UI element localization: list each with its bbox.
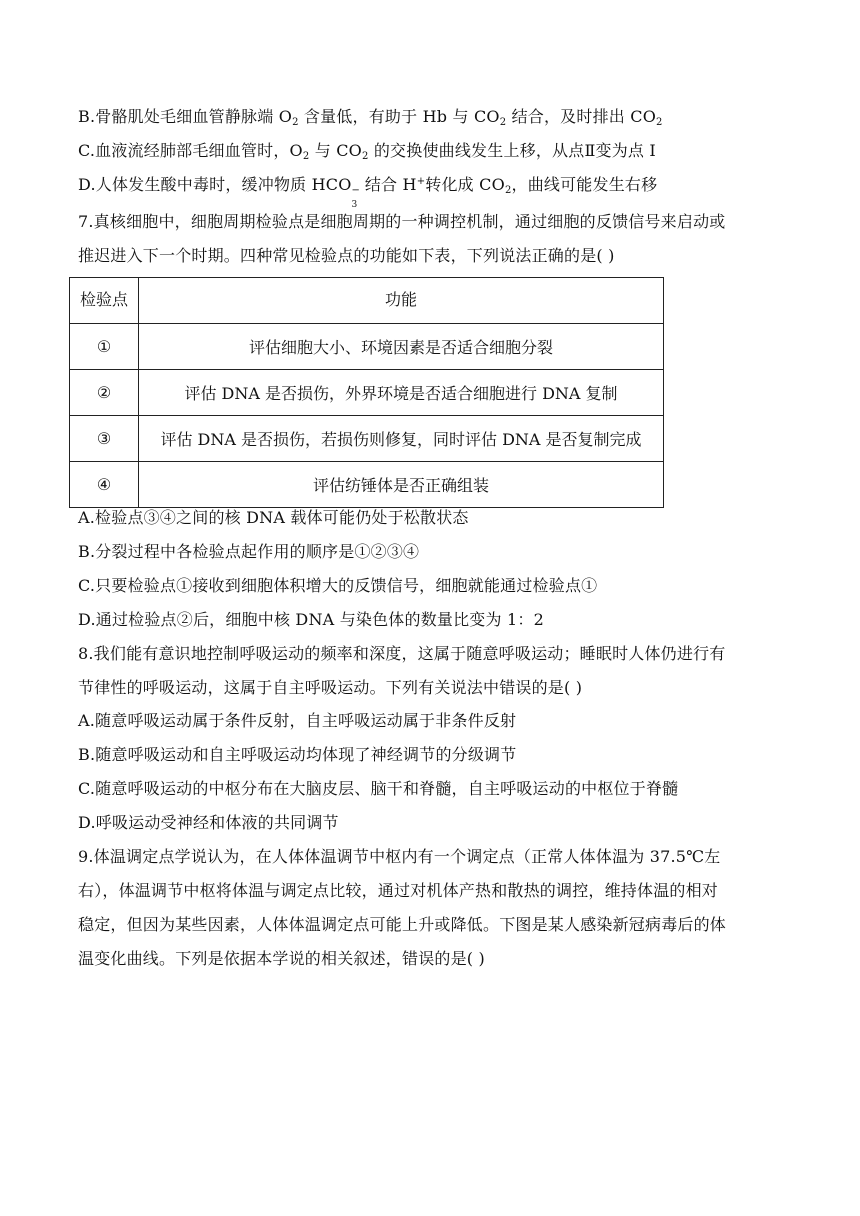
q6-option-c: C.血液流经肺部毛细血管时，$O_2$ 与 $CO_2$ 的交换使曲线发生上移，从点Ⅱ变为点 I [78, 141, 656, 162]
q7-stem-line-2: 推迟进入下一个时期。四种常见检验点的功能如下表，下列说法正确的是( ) [78, 246, 615, 265]
q6-option-d: D.人体发生酸中毒时，缓冲物质 HCO − 3 结合 H+转化成 $CO_2$，曲线可能发生右移 [78, 175, 658, 210]
table-row [70, 370, 664, 416]
q8-option-a: A.随意呼吸运动属于条件反射，自主呼吸运动属于非条件反射 [78, 711, 517, 730]
q7-stem-line-1: 7.真核细胞中，细胞周期检验点是细胞周期的一种调控机制，通过细胞的反馈信号来启动或 [78, 212, 726, 231]
checkpoint-cell: ② [70, 370, 139, 416]
q9-stem-line-2: 右），体温调节中枢将体温与调定点比较，通过对机体产热和散热的调控，维持体温的相对 [78, 881, 719, 900]
q7-option-b: B.分裂过程中各检验点起作用的顺序是①②③④ [78, 542, 420, 561]
table-header-function: 功能 [139, 278, 664, 324]
table-row [70, 324, 664, 370]
table-header-row [70, 278, 664, 324]
q7-option-a: A.检验点③④之间的核 DNA 载体可能仍处于松散状态 [78, 508, 469, 527]
q6-option-b: B.骨骼肌处毛细血管静脉端 $O_2$ 含量低，有助于 Hb 与 $CO_2$ 结合，及时排出 $CO_2$ [78, 107, 663, 128]
checkpoint-cell: ① [70, 324, 139, 370]
function-cell: 评估 DNA 是否损伤，若损伤则修复，同时评估 DNA 是否复制完成 [139, 416, 664, 462]
table-row [70, 462, 664, 508]
q9-stem-line-1: 9.体温调定点学说认为，在人体体温调节中枢内有一个调定点（正常人体体温为 37.5℃左 [78, 847, 721, 866]
q7-option-c: C.只要检验点①接收到细胞体积增大的反馈信号，细胞就能通过检验点① [78, 576, 598, 595]
q8-option-b: B.随意呼吸运动和自主呼吸运动均体现了神经调节的分级调节 [78, 745, 517, 764]
q8-option-d: D.呼吸运动受神经和体液的共同调节 [78, 813, 339, 832]
q8-stem-line-1: 8.我们能有意识地控制呼吸运动的频率和深度，这属于随意呼吸运动；睡眠时人体仍进行有 [78, 644, 726, 663]
q7-option-d: D.通过检验点②后，细胞中核 DNA 与染色体的数量比变为 1：2 [78, 610, 544, 629]
checkpoint-cell: ③ [70, 416, 139, 462]
checkpoint-table [69, 277, 664, 508]
function-cell: 评估纺锤体是否正确组装 [139, 462, 664, 508]
table-row [70, 416, 664, 462]
q8-option-c: C.随意呼吸运动的中枢分布在大脑皮层、脑干和脊髓，自主呼吸运动的中枢位于脊髓 [78, 779, 679, 798]
q8-stem-line-2: 节律性的呼吸运动，这属于自主呼吸运动。下列有关说法中错误的是( ) [78, 678, 583, 697]
q9-stem-line-4: 温变化曲线。下列是依据本学说的相关叙述，错误的是( ) [78, 949, 485, 968]
checkpoint-cell: ④ [70, 462, 139, 508]
q9-stem-line-3: 稳定，但因为某些因素，人体体温调定点可能上升或降低。下图是某人感染新冠病毒后的体 [78, 915, 727, 934]
table-header-checkpoint: 检验点 [70, 278, 139, 324]
function-cell: 评估 DNA 是否损伤，外界环境是否适合细胞进行 DNA 复制 [139, 370, 664, 416]
function-cell: 评估细胞大小、环境因素是否适合细胞分裂 [139, 324, 664, 370]
